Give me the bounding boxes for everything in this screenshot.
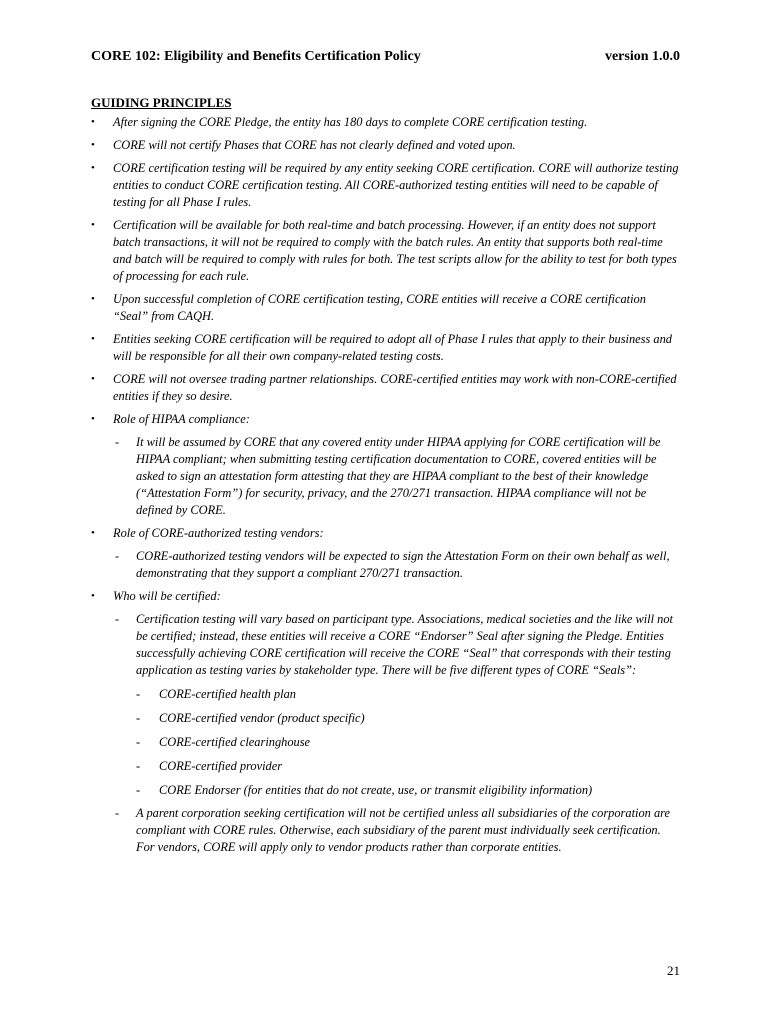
bullet-text: CORE certification testing will be required by any entity seeking CORE certification. CORE will authorize testing entities to conduct CORE certification testing. All CORE-authorized testing entities will need to be capable of testing for all Phase I rules. (113, 161, 679, 209)
bullet-item (91, 160, 681, 211)
dash-marker: - (115, 612, 120, 626)
bullet-item (91, 217, 681, 285)
bullet-marker: • (91, 219, 95, 231)
bullet-marker: • (91, 116, 95, 128)
seal-type-text: CORE Endorser (for entities that do not create, use, or transmit eligibility information) (159, 783, 593, 797)
bullet-text: Upon successful completion of CORE certification testing, CORE entities will receive a CORE certification “Seal” from CAQH. (113, 292, 646, 323)
bullet-item (91, 114, 681, 131)
bullet-item (91, 371, 681, 405)
sub-item (91, 805, 681, 856)
bullet-text: After signing the CORE Pledge, the entity has 180 days to complete CORE certification testing. (113, 115, 588, 129)
page-number: 21 (667, 963, 680, 978)
bullet-marker: • (91, 413, 95, 425)
bullet-text: Certification will be available for both real-time and batch processing. However, if an entity does not support batch transactions, it will not be required to comply with the batch rules. An entity that supports both real-time and batch will be required to comply with rules for both. The test scripts allow for the ability to test for both types of processing for each rule. (113, 218, 677, 283)
dash-marker: - (136, 759, 141, 773)
sub-item-text: A parent corporation seeking certification will not be certified unless all subsidiaries of the corporation are compliant with CORE rules. Otherwise, each subsidiary of the parent must individually seek certification. For vendors, CORE will apply only to vendor products rather than corporate entities. (136, 806, 671, 854)
seal-type-item (91, 782, 681, 799)
page-header (91, 49, 680, 69)
dash-marker: - (115, 549, 120, 563)
sub-item (91, 611, 681, 679)
bullet-marker: • (91, 333, 95, 345)
bullet-item (91, 291, 681, 325)
bullet-text: Entities seeking CORE certification will be required to adopt all of Phase I rules that apply to their business and will be responsible for all their own company-related testing costs. (113, 332, 673, 363)
sub-item-text: Certification testing will vary based on participant type. Associations, medical societies and the like will not be certified; instead, these entities will receive a CORE “Endorser” Seal after signing the Pledge. Entities successfully achieving CORE certification will receive the CORE “Seal” that corresponds with their testing application as testing varies by stakeholder type. There will be five different types of CORE “Seals”: (136, 612, 673, 677)
bullet-marker: • (91, 527, 95, 539)
sub-item (91, 548, 681, 582)
seal-type-item (91, 710, 681, 727)
bullet-text: CORE will not certify Phases that CORE has not clearly defined and voted upon. (113, 138, 516, 152)
bullet-marker: • (91, 590, 95, 602)
bullet-text: Role of HIPAA compliance: (113, 412, 250, 426)
dash-marker: - (136, 735, 141, 749)
dash-marker: - (136, 783, 141, 797)
seal-type-text: CORE-certified provider (159, 759, 283, 773)
bullet-marker: • (91, 373, 95, 385)
seal-type-text: CORE-certified clearinghouse (159, 735, 311, 749)
bullet-item (91, 411, 681, 428)
section-heading: GUIDING PRINCIPLES (91, 95, 232, 110)
document-title: CORE 102: Eligibility and Benefits Certification Policy (91, 49, 421, 64)
dash-marker: - (136, 687, 141, 701)
guiding-principles-list (91, 114, 681, 856)
bullet-item (91, 525, 681, 542)
bullet-item (91, 137, 681, 154)
bullet-text: CORE will not oversee trading partner relationships. CORE-certified entities may work with non-CORE-certified entities if they so desire. (113, 372, 677, 403)
seal-type-item (91, 758, 681, 775)
bullet-item (91, 588, 681, 605)
dash-marker: - (115, 806, 120, 820)
bullet-text: Who will be certified: (113, 589, 221, 603)
document-version: version 1.0.0 (604, 49, 680, 64)
dash-marker: - (136, 711, 141, 725)
bullet-marker: • (91, 293, 95, 305)
sub-item (91, 434, 681, 519)
seal-type-item (91, 734, 681, 751)
bullet-item (91, 331, 681, 365)
seal-type-item (91, 686, 681, 703)
bullet-marker: • (91, 162, 95, 174)
sub-item-text: It will be assumed by CORE that any covered entity under HIPAA applying for CORE certification will be HIPAA compliant; when submitting testing certification documentation to CORE, covered entities will be asked to sign an attestation form attesting that they are HIPAA compliant to the best of their knowledge (“Attestation Form”) for security, privacy, and the 270/271 transaction. HIPAA compliance will not be defined by CORE. (136, 435, 661, 517)
bullet-marker: • (91, 139, 95, 151)
bullet-text: Role of CORE-authorized testing vendors: (113, 526, 324, 540)
seal-type-text: CORE-certified vendor (product specific) (159, 711, 365, 725)
seal-type-text: CORE-certified health plan (159, 687, 296, 701)
sub-item-text: CORE-authorized testing vendors will be expected to sign the Attestation Form on their own behalf as well, demonstrating that they support a compliant 270/271 transaction. (136, 549, 670, 580)
dash-marker: - (115, 435, 120, 449)
